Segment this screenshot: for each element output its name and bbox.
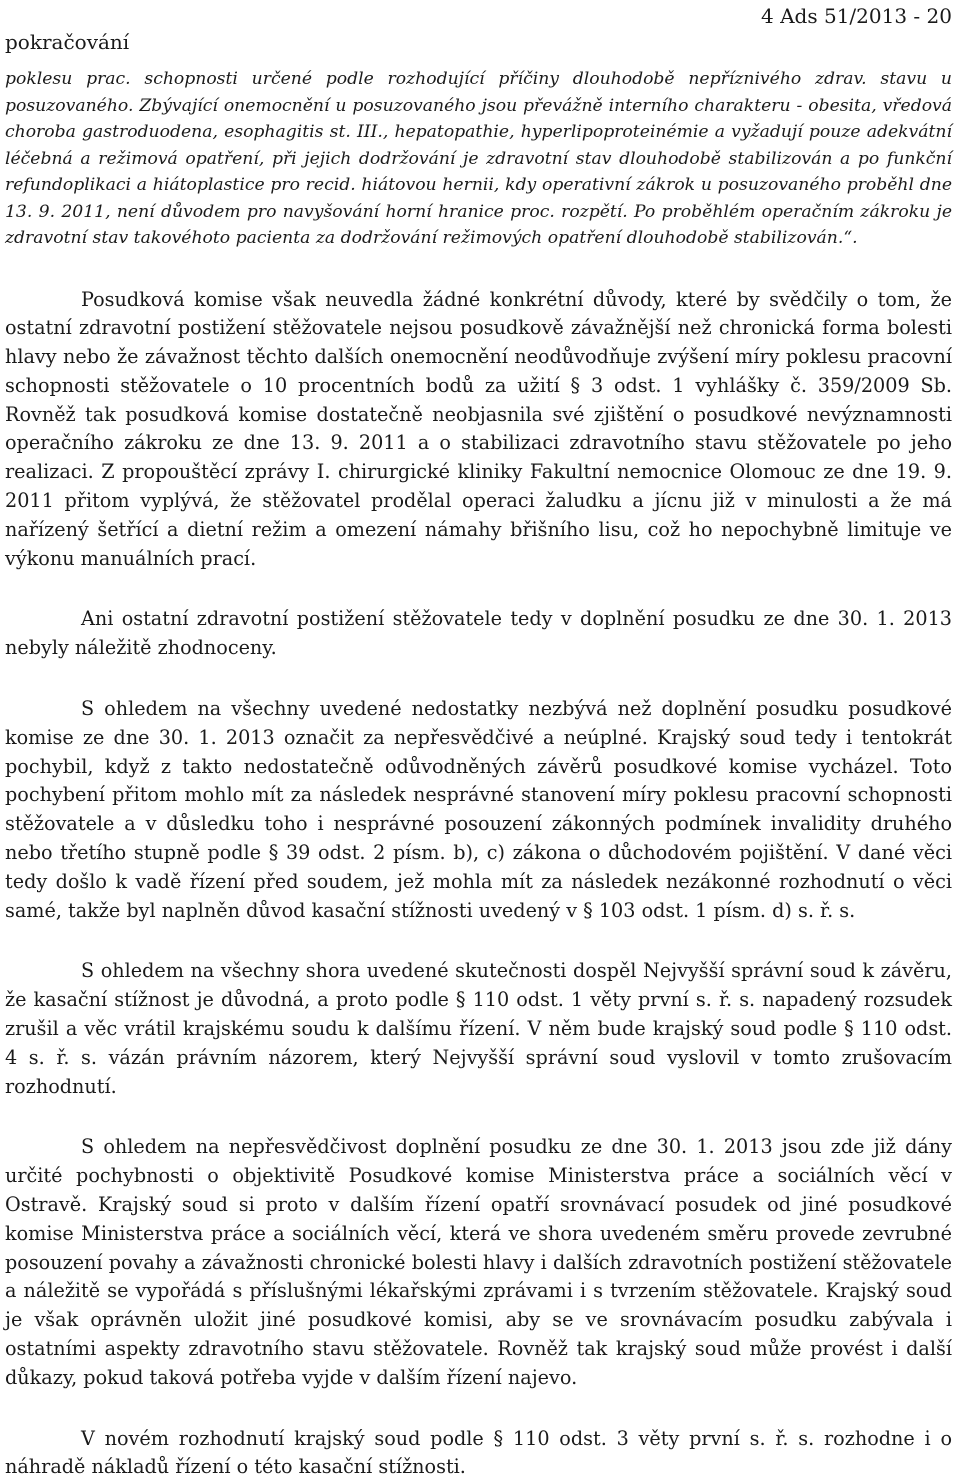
case-number: 4 Ads 51/2013 - 20	[761, 4, 952, 28]
paragraph-other-conditions: Ani ostatní zdravotní postižení stěžovatele tedy v doplnění posudku ze dne 30. 1. 2013 nebyly náležitě zhodnoceny.	[5, 607, 952, 660]
paragraph-conclusion: S ohledem na všechny shora uvedené skutečnosti dospěl Nejvyšší správní soud k závěru, že kasační stížnost je důvodná, a proto podle § 110 odst. 1 věty první s. ř. s. napadený rozsudek zrušil a věc vrátil krajskému soudu k dalšímu řízení. V něm bude krajský soud podle § 110 odst. 4 s. ř. s. vázán právním názorem, který Nejvyšší správní soud vyslovil v tomto zrušovacím rozhodnutí.	[5, 959, 952, 1098]
paragraph-objectivity: S ohledem na nepřesvědčivost doplnění posudku ze dne 30. 1. 2013 jsou zde již dány určité pochybnosti o objektivitě Posudkové komise Ministerstva práce a sociálních věcí v Ostravě. Krajský soud si proto v dalším řízení opatří srovnávací posudek od jiné posudkové komise Ministerstva práce a sociálních věcí, která ve shora uvedeném směru provede zevrubné posouzení povahy a závažnosti chronické bolesti hlavy i dalších zdravotních postižení stěžovatele a náležitě se vypořádá s příslušnými lékařskými zprávami i s tvrzením stěžovatele. Krajský soud je však oprávněn uložit jiné posudkové komisi, aby se ve srovnávacím posudku zabývala i ostatními aspekty zdravotního stavu stěžovatele. Rovněž tak krajský soud může provést i další důkazy, pokud taková potřeba vyjde v dalším řízení najevo.	[5, 1135, 952, 1389]
page-header	[0, 0, 960, 60]
quoted-assessment: poklesu prac. schopnosti určené podle rozhodující příčiny dlouhodobě nepříznivého zdrav. stavu u posuzovaného. Zbývající onemocnění u posuzovaného jsou převážně interního charakteru - obesita, vředová choroba gastroduodena, esophagitis st. III., hepatopathie, hyperlipoproteinémie a vyžadují pouze adekvátní léčebná a režimová opatření, při jejich dodržování je zdravotní stav dlouhodobě stabilizován a po funkční refundoplikaci a hiátoplastice pro recid. hiátovou hernii, kdy operativní zákrok u posuzovaného proběhl dne 13. 9. 2011, není důvodem pro navyšování horní hranice proc. rozpětí. Po proběhlém operačním zákroku je zdravotní stav takovéhoto pacienta za dodržování režimových opatření dlouhodobě stabilizován.“.	[5, 69, 952, 248]
paragraph-costs: V novém rozhodnutí krajský soud podle § 110 odst. 3 věty první s. ř. s. rozhodne i o náhradě nákladů řízení o této kasační stížnosti.	[5, 1426, 952, 1479]
paragraph-deficiencies: S ohledem na všechny uvedené nedostatky nezbývá než doplnění posudku posudkové komise ze dne 30. 1. 2013 označit za nepřesvědčivé a neúplné. Krajský soud tedy i tentokrát pochybil, když z takto nedostatečně odůvodněných závěrů posudkové komise vycházel. Toto pochybení přitom mohlo mít za následek nesprávné stanovení míry poklesu pracovní schopnosti stěžovatele a v důsledku toho i nesprávné posouzení zákonných podmínek invalidity druhého nebo třetího stupně podle § 39 odst. 2 písm. b), c) zákona o důchodovém pojištění. V dané věci tedy došlo k vadě řízení před soudem, jež mohla mít za následek nezákonné rozhodnutí o věci samé, takže byl naplněn důvod kasační stížnosti uvedený v § 103 odst. 1 písm. d) s. ř. s.	[5, 697, 952, 922]
paragraph-objections: Posudková komise však neuvedla žádné konkrétní důvody, které by svědčily o tom, že ostatní zdravotní postižení stěžovatele nejsou posudkově závažnější než chronická forma bolesti hlavy nebo že závažnost těchto dalších onemocnění neodůvodňuje zvýšení míry poklesu pracovní schopnosti stěžovatele o 10 procentních bodů za užití § 3 odst. 1 vyhlášky č. 359/2009 Sb. Rovněž tak posudková komise dostatečně neobjasnila své zjištění o posudkové nevýznamnosti operačního zákroku ze dne 13. 9. 2011 a o stabilizaci zdravotního stavu stěžovatele po jeho realizaci. Z propouštěcí zprávy I. chirurgické kliniky Fakultní nemocnice Olomouc ze dne 19. 9. 2011 přitom vyplývá, že stěžovatel prodělal operaci žaludku a jícnu již v minulosti a že má nařízený šetřící a dietní režim a omezení námahy břišního lisu, což ho nepochybně limituje ve výkonu manuálních prací.	[5, 287, 952, 570]
document-body	[5, 66, 952, 1482]
continuation-label: pokračování	[5, 30, 130, 54]
